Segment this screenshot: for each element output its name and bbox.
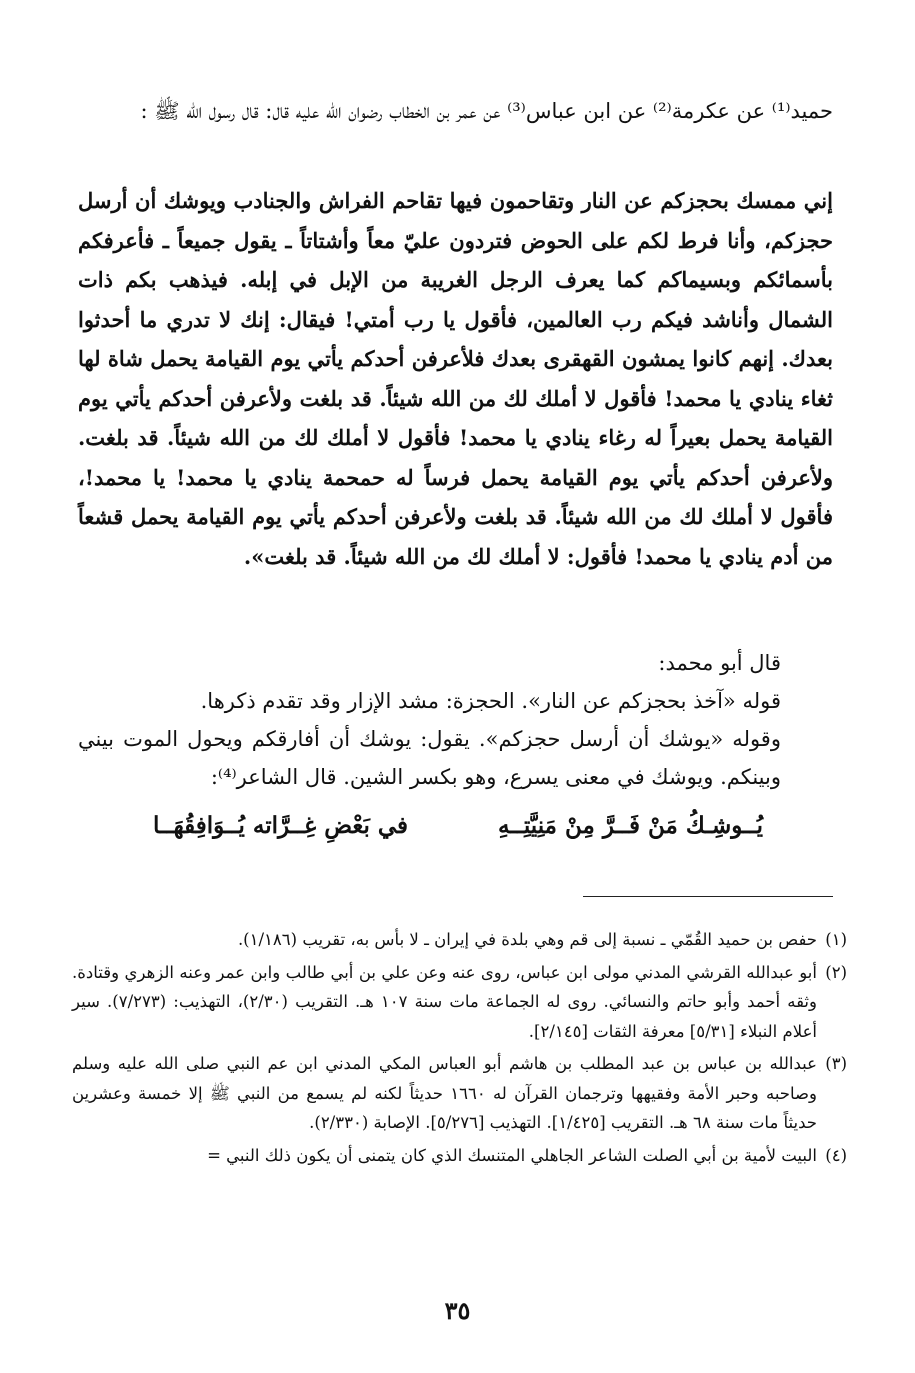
commentary-speaker: قال أبو محمد: <box>658 651 781 675</box>
footnote-item <box>72 958 847 1047</box>
footnote-text: حفص بن حميد القُمّي ـ نسبة إلى قم وهي بلدة في إيران ـ لا بأس به، تقريب (١/١٨٦). <box>237 930 817 949</box>
footnote-divider <box>583 896 833 897</box>
footnote-item <box>72 1141 847 1171</box>
verse-second-hemistich: في بَعْضِ غِــرَّاته يُــوَافِقُهَــا <box>153 812 409 839</box>
footnote-number: (٣) <box>825 1054 847 1073</box>
footnote-item <box>72 1049 847 1138</box>
intro-paragraph: حميد⁽¹⁾ عن عكرمة⁽²⁾ عن ابن عباس⁽³⁾ عن عمر بن الخطاب رضوان الله عليه قال: قال رسول الله ﷺ : <box>140 99 833 123</box>
hadith-text: إني ممسك بحجزكم عن النار وتقاحمون فيها تقاحم الفراش والجنادب ويوشك أن أرسل حجزكم، وأنا فرط لكم على الحوض فتردون عليّ معاً وأشتاتاً ـ يقول جميعاً ـ فأعرفكم بأسمائكم وبسيماكم كما يعرف الرجل الغريبة من الإبل في إبله. فيذهب بكم ذات الشمال وأناشد فيكم رب العالمين، فأقول يا رب أمتي! فيقال: إنك لا تدري ما أحدثوا بعدك. إنهم كانوا يمشون القهقرى بعدك فلأعرفن أحدكم يأتي يوم القيامة يحمل شاة لها ثغاء ينادي يا محمد! فأقول لا أملك لك من الله شيئاً. قد بلغت ولأعرفن أحدكم يأتي يوم القيامة يحمل بعيراً له رغاء ينادي يا محمد! فأقول لا أملك لك من الله شيئاً. قد بلغت. ولأعرفن أحدكم يأتي يوم القيامة يحمل فرساً له حمحمة ينادي يا محمد! يا محمد!، فأقول لا أملك لك من الله شيئاً. قد بلغت ولأعرفن أحدكم يأتي يوم القيامة يحمل قشعاً من أدم ينادي يا محمد! فأقول: لا أملك لك من الله شيئاً. قد بلغت». <box>78 188 833 569</box>
commentary-line-2: وقوله «يوشك أن أرسل حجزكم». يقول: يوشك أن أفارقكم ويحول الموت بيني وبينكم. ويوشك في معنى يسرع، وهو بكسر الشين. قال الشاعر⁽⁴⁾: <box>78 727 781 789</box>
verse-first-hemistich: يُــوشِـكُ مَنْ فَــرَّ مِنْ مَنِيَّتِــهِ <box>498 812 763 839</box>
footnote-number: (١) <box>825 930 847 949</box>
footnote-text: عبدالله بن عباس بن عبد المطلب بن هاشم أبو العباس المكي المدني ابن عم النبي صلى الله عليه وسلم وصاحبه وحبر الأمة وفقيهها وترجمان القرآن له ١٦٦٠ حديثاً لكنه لم يسمع من النبي ﷺ إلا خمسة وعشرين حديثاً مات سنة ٦٨ هـ. التقريب [١/٤٢٥]. التهذيب [٥/٢٧٦]. الإصابة (٢/٣٣٠). <box>72 1054 817 1132</box>
footnote-item <box>72 925 847 955</box>
commentary-section <box>78 644 833 796</box>
footnote-number: (٢) <box>825 962 847 982</box>
commentary-line-1: قوله «آخذ بحجزكم عن النار». الحجزة: مشد الإزار وقد تقدم ذكرها. <box>200 689 781 713</box>
footnotes-list <box>72 925 847 1173</box>
footnote-text: أبو عبدالله القرشي المدني مولى ابن عباس، روى عنه وعن علي بن أبي طالب وابن عمر وعنه الزهري وقتادة. وثقه أحمد وأبو حاتم والنسائي. روى له الجماعة مات سنة ١٠٧ هـ. التقريب (٢/٣٠)، التهذيب: (٧/٢٧٣). سير أعلام النبلاء [٥/٣١] معرفة الثقات [٢/١٤٥]. <box>72 962 817 1041</box>
poetry-verse <box>153 812 763 839</box>
footnote-text: البيت لأمية بن أبي الصلت الشاعر الجاهلي المتنسك الذي كان يتمنى أن يكون ذلك النبي = <box>207 1145 817 1165</box>
footnote-number: (٤) <box>825 1145 847 1165</box>
page-number: ٣٥ <box>444 1296 471 1325</box>
